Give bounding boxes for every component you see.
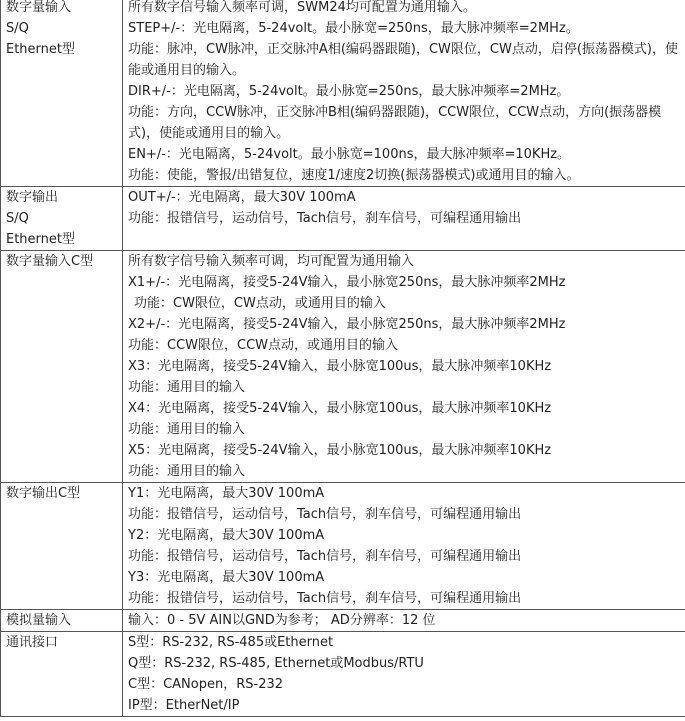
- row-label: [1, 251, 123, 483]
- spec-row-digital-input-sq: [1, 0, 685, 187]
- row-label-line: Ethernet型: [6, 42, 75, 57]
- spec-line: X4：光电隔离，接受5-24V输入，最小脉宽100us，最大脉冲频率10KHz: [128, 401, 552, 416]
- row-label: [1, 632, 123, 717]
- spec-line: STEP+/-：光电隔离，5-24volt。最小脉宽=250ns，最大脉冲频率=2MHz。: [128, 21, 579, 36]
- spec-line: 所有数字信号输入频率可调，均可配置为通用输入: [128, 254, 415, 269]
- spec-row-digital-output-c: [1, 483, 685, 610]
- row-label-line: Ethernet型: [6, 232, 75, 247]
- row-label: [1, 610, 123, 632]
- spec-line: S型：RS-232, RS-485或Ethernet: [128, 635, 334, 650]
- spec-line: X5：光电隔离，接受5-24V输入，最小脉宽100us，最大脉冲频率10KHz: [128, 443, 552, 458]
- spec-line: X1+/-：光电隔离，接受5-24V输入，最小脉宽250ns，最大脉冲频率2MHz: [128, 275, 566, 290]
- spec-line: IP型：EtherNet/IP: [128, 698, 240, 713]
- spec-row-digital-input-c: [1, 251, 685, 483]
- row-label: [1, 187, 123, 251]
- row-content: [123, 632, 685, 717]
- row-label-line: 数字输出: [6, 190, 59, 205]
- spec-line: 功能：报错信号，运动信号，Tach信号，刹车信号，可编程通用输出: [128, 211, 522, 226]
- spec-line: 功能：通用目的输入: [128, 380, 246, 395]
- row-label-line: 数字量输入: [6, 0, 72, 15]
- spec-line: 功能：报错信号，运动信号，Tach信号，刹车信号，可编程通用输出: [128, 507, 522, 522]
- spec-line: EN+/-：光电隔离，5-24volt。最小脉宽=100ns，最大脉冲频率=10KHz。: [128, 147, 571, 162]
- spec-line: 功能：报错信号，运动信号，Tach信号，刹车信号，可编程通用输出: [128, 549, 522, 564]
- spec-line: 输入：0 - 5V AIN以GND为参考； AD分辨率：12 位: [128, 613, 436, 628]
- spec-line: 所有数字信号输入频率可调，SWM24均可配置为通用输入。: [128, 0, 476, 15]
- row-content: [123, 251, 685, 483]
- row-label-line: S/Q: [6, 21, 29, 36]
- spec-line: Y1：光电隔离，最大30V 100mA: [128, 486, 325, 501]
- row-content: [123, 187, 685, 251]
- spec-row-comm-interface: [1, 632, 685, 717]
- spec-line: 功能：CW限位，CW点动，或通用目的输入: [134, 296, 386, 311]
- row-label-line: 模拟量输入: [6, 613, 72, 628]
- spec-line: 功能：脉冲，CW脉冲，正交脉冲A相(编码器跟随)，CW限位，CW点动，启停(振荡器模式)，使能或通用目的输入。: [128, 42, 678, 78]
- spec-line: Y3：光电隔离，最大30V 100mA: [128, 570, 325, 585]
- row-content: [123, 483, 685, 610]
- spec-line: 功能：通用目的输入: [128, 464, 246, 479]
- spec-line: 功能：CCW限位，CCW点动，或通用目的输入: [128, 338, 399, 353]
- spec-line: OUT+/-：光电隔离，最大30V 100mA: [128, 190, 356, 205]
- row-label-line: S/Q: [6, 211, 29, 226]
- spec-line: 功能：使能，警报/出错复位，速度1/速度2切换(振荡器模式)或通用目的输入。: [128, 168, 580, 183]
- spec-line: C型：CANopen，RS-232: [128, 677, 284, 692]
- row-label-line: 通讯接口: [6, 635, 59, 650]
- spec-line: 功能：报错信号，运动信号，Tach信号，刹车信号，可编程通用输出: [128, 591, 522, 606]
- spec-row-analog-input: [1, 610, 685, 632]
- row-content: [123, 0, 685, 187]
- row-label: [1, 483, 123, 610]
- spec-row-digital-output-sq: [1, 187, 685, 251]
- spec-line: Q型：RS-232, RS-485, Ethernet或Modbus/RTU: [128, 656, 424, 671]
- spec-line: 功能：通用目的输入: [128, 422, 246, 437]
- row-label: [1, 0, 123, 187]
- spec-line: Y2：光电隔离，最大30V 100mA: [128, 528, 325, 543]
- row-content: [123, 610, 685, 632]
- row-label-line: 数字输出C型: [6, 486, 81, 501]
- spec-line: X3：光电隔离，接受5-24V输入，最小脉宽100us，最大脉冲频率10KHz: [128, 359, 552, 374]
- spec-line: X2+/-：光电隔离，接受5-24V输入，最小脉宽250ns，最大脉冲频率2MHz: [128, 317, 566, 332]
- spec-line: DIR+/-：光电隔离，5-24volt。最小脉宽=250ns，最大脉冲频率=2MHz。: [128, 84, 570, 99]
- row-label-line: 数字量输入C型: [6, 254, 94, 269]
- spec-line: 功能：方向，CCW脉冲，正交脉冲B相(编码器跟随)，CCW限位，CCW点动，方向(振荡器模式)，使能或通用目的输入。: [128, 105, 662, 141]
